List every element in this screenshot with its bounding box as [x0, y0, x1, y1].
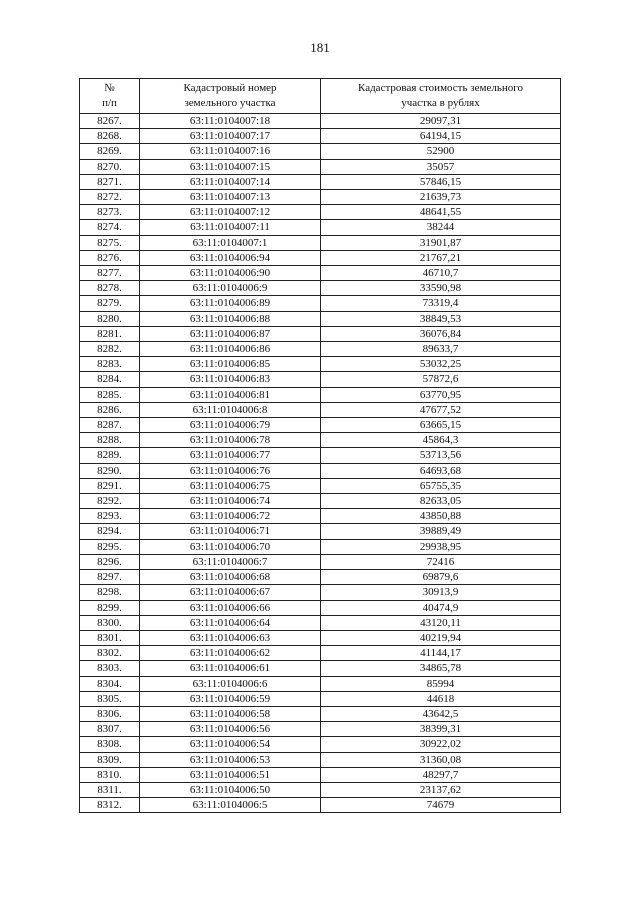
header-cadastral-number — [140, 79, 321, 114]
cell-cadastral-number: 63:11:0104006:53 — [140, 752, 321, 767]
table-row — [80, 661, 561, 676]
cell-cadastral-number: 63:11:0104006:72 — [140, 509, 321, 524]
cell-cadastral-number: 63:11:0104007:15 — [140, 159, 321, 174]
cell-cadastral-value: 74679 — [321, 798, 561, 813]
table-row — [80, 767, 561, 782]
cell-cadastral-value: 35057 — [321, 159, 561, 174]
header-row-number-line2: п/п — [102, 97, 117, 109]
cell-row-number: 8284. — [80, 372, 140, 387]
table-row — [80, 509, 561, 524]
table-row — [80, 798, 561, 813]
cell-cadastral-number: 63:11:0104006:77 — [140, 448, 321, 463]
cell-cadastral-number: 63:11:0104006:7 — [140, 554, 321, 569]
header-row-number — [80, 79, 140, 114]
cell-cadastral-value: 89633,7 — [321, 342, 561, 357]
cell-cadastral-number: 63:11:0104006:62 — [140, 646, 321, 661]
cell-cadastral-value: 43850,88 — [321, 509, 561, 524]
cell-row-number: 8267. — [80, 114, 140, 129]
cell-cadastral-value: 64194,15 — [321, 129, 561, 144]
cell-row-number: 8300. — [80, 615, 140, 630]
table-row — [80, 281, 561, 296]
cell-cadastral-number: 63:11:0104006:74 — [140, 494, 321, 509]
cell-cadastral-value: 48297,7 — [321, 767, 561, 782]
cell-row-number: 8273. — [80, 205, 140, 220]
cell-cadastral-value: 38849,53 — [321, 311, 561, 326]
page-number: 181 — [310, 40, 330, 55]
table-row — [80, 174, 561, 189]
cell-cadastral-value: 23137,62 — [321, 782, 561, 797]
cell-row-number: 8281. — [80, 326, 140, 341]
table-row — [80, 220, 561, 235]
cell-cadastral-number: 63:11:0104006:75 — [140, 478, 321, 493]
cell-cadastral-value: 38244 — [321, 220, 561, 235]
cell-row-number: 8288. — [80, 433, 140, 448]
table-row — [80, 387, 561, 402]
cell-cadastral-number: 63:11:0104007:18 — [140, 114, 321, 129]
cell-cadastral-number: 63:11:0104006:58 — [140, 706, 321, 721]
cell-cadastral-number: 63:11:0104006:81 — [140, 387, 321, 402]
cell-row-number: 8294. — [80, 524, 140, 539]
cell-cadastral-value: 45864,3 — [321, 433, 561, 448]
cell-cadastral-number: 63:11:0104006:85 — [140, 357, 321, 372]
cell-row-number: 8310. — [80, 767, 140, 782]
table-row — [80, 402, 561, 417]
table-row — [80, 357, 561, 372]
cell-row-number: 8269. — [80, 144, 140, 159]
cell-cadastral-value: 43120,11 — [321, 615, 561, 630]
table-row — [80, 114, 561, 129]
cell-cadastral-number: 63:11:0104007:16 — [140, 144, 321, 159]
table-row — [80, 448, 561, 463]
table-row — [80, 554, 561, 569]
cell-cadastral-number: 63:11:0104006:94 — [140, 250, 321, 265]
cell-row-number: 8290. — [80, 463, 140, 478]
table-row — [80, 372, 561, 387]
cell-cadastral-value: 31360,08 — [321, 752, 561, 767]
cell-row-number: 8276. — [80, 250, 140, 265]
table-row — [80, 159, 561, 174]
header-row-number-line1: № — [104, 82, 115, 94]
cell-cadastral-number: 63:11:0104006:63 — [140, 630, 321, 645]
table-row — [80, 129, 561, 144]
table-row — [80, 433, 561, 448]
cadastral-value-table — [79, 78, 561, 813]
cell-row-number: 8305. — [80, 691, 140, 706]
table-row — [80, 144, 561, 159]
cell-cadastral-number: 63:11:0104007:17 — [140, 129, 321, 144]
cell-cadastral-value: 43642,5 — [321, 706, 561, 721]
cell-row-number: 8285. — [80, 387, 140, 402]
cell-cadastral-value: 40474,9 — [321, 600, 561, 615]
cell-row-number: 8298. — [80, 585, 140, 600]
table-row — [80, 266, 561, 281]
cell-cadastral-value: 29097,31 — [321, 114, 561, 129]
cell-row-number: 8308. — [80, 737, 140, 752]
cell-cadastral-number: 63:11:0104006:67 — [140, 585, 321, 600]
cell-cadastral-value: 46710,7 — [321, 266, 561, 281]
cell-cadastral-value: 21767,21 — [321, 250, 561, 265]
table-row — [80, 326, 561, 341]
cell-cadastral-value: 36076,84 — [321, 326, 561, 341]
cell-cadastral-value: 57846,15 — [321, 174, 561, 189]
header-cadastral-value-line1: Кадастровая стоимость земельного — [358, 82, 523, 94]
cell-row-number: 8280. — [80, 311, 140, 326]
cell-row-number: 8282. — [80, 342, 140, 357]
table-header — [80, 79, 561, 114]
header-row — [80, 79, 561, 114]
table-row — [80, 463, 561, 478]
cell-row-number: 8272. — [80, 190, 140, 205]
table-row — [80, 600, 561, 615]
cell-row-number: 8287. — [80, 418, 140, 433]
cell-row-number: 8303. — [80, 661, 140, 676]
cell-cadastral-value: 69879,6 — [321, 570, 561, 585]
table-row — [80, 235, 561, 250]
cell-cadastral-value: 85994 — [321, 676, 561, 691]
cell-row-number: 8289. — [80, 448, 140, 463]
table-row — [80, 524, 561, 539]
cell-row-number: 8311. — [80, 782, 140, 797]
cell-row-number: 8270. — [80, 159, 140, 174]
cell-cadastral-value: 34865,78 — [321, 661, 561, 676]
cell-cadastral-value: 52900 — [321, 144, 561, 159]
table-row — [80, 782, 561, 797]
cell-cadastral-value: 65755,35 — [321, 478, 561, 493]
cell-cadastral-number: 63:11:0104006:51 — [140, 767, 321, 782]
header-cadastral-number-line2: земельного участка — [184, 97, 276, 109]
table-row — [80, 615, 561, 630]
table-row — [80, 418, 561, 433]
cell-cadastral-value: 30913,9 — [321, 585, 561, 600]
table-row — [80, 205, 561, 220]
cell-row-number: 8309. — [80, 752, 140, 767]
cell-cadastral-number: 63:11:0104006:56 — [140, 722, 321, 737]
cell-cadastral-value: 53713,56 — [321, 448, 561, 463]
cell-cadastral-number: 63:11:0104007:1 — [140, 235, 321, 250]
cell-cadastral-number: 63:11:0104006:50 — [140, 782, 321, 797]
cell-cadastral-number: 63:11:0104007:11 — [140, 220, 321, 235]
cell-row-number: 8268. — [80, 129, 140, 144]
cell-cadastral-value: 29938,95 — [321, 539, 561, 554]
cell-cadastral-number: 63:11:0104006:59 — [140, 691, 321, 706]
cell-cadastral-value: 30922,02 — [321, 737, 561, 752]
cell-cadastral-value: 40219,94 — [321, 630, 561, 645]
table-row — [80, 630, 561, 645]
table-body — [80, 114, 561, 813]
cell-row-number: 8274. — [80, 220, 140, 235]
cell-row-number: 8301. — [80, 630, 140, 645]
cell-cadastral-value: 38399,31 — [321, 722, 561, 737]
cell-cadastral-number: 63:11:0104006:79 — [140, 418, 321, 433]
table-row — [80, 646, 561, 661]
cell-row-number: 8312. — [80, 798, 140, 813]
cell-row-number: 8302. — [80, 646, 140, 661]
cell-row-number: 8296. — [80, 554, 140, 569]
cell-row-number: 8293. — [80, 509, 140, 524]
cell-row-number: 8304. — [80, 676, 140, 691]
table-row — [80, 737, 561, 752]
cell-cadastral-number: 63:11:0104006:5 — [140, 798, 321, 813]
table-row — [80, 250, 561, 265]
cell-cadastral-number: 63:11:0104006:64 — [140, 615, 321, 630]
table-row — [80, 570, 561, 585]
table-row — [80, 494, 561, 509]
cell-row-number: 8286. — [80, 402, 140, 417]
cell-cadastral-value: 44618 — [321, 691, 561, 706]
cell-cadastral-number: 63:11:0104006:76 — [140, 463, 321, 478]
cell-cadastral-number: 63:11:0104006:68 — [140, 570, 321, 585]
cell-row-number: 8306. — [80, 706, 140, 721]
cell-row-number: 8283. — [80, 357, 140, 372]
cell-cadastral-value: 82633,05 — [321, 494, 561, 509]
cell-cadastral-value: 72416 — [321, 554, 561, 569]
cell-row-number: 8297. — [80, 570, 140, 585]
cell-cadastral-number: 63:11:0104007:14 — [140, 174, 321, 189]
cell-cadastral-number: 63:11:0104006:89 — [140, 296, 321, 311]
cell-cadastral-number: 63:11:0104006:86 — [140, 342, 321, 357]
cell-cadastral-number: 63:11:0104006:88 — [140, 311, 321, 326]
table-row — [80, 311, 561, 326]
cell-cadastral-number: 63:11:0104006:83 — [140, 372, 321, 387]
table-row — [80, 478, 561, 493]
cell-cadastral-value: 33590,98 — [321, 281, 561, 296]
cell-cadastral-value: 73319,4 — [321, 296, 561, 311]
cell-cadastral-value: 47677,52 — [321, 402, 561, 417]
cell-cadastral-value: 21639,73 — [321, 190, 561, 205]
cell-cadastral-number: 63:11:0104006:66 — [140, 600, 321, 615]
table-row — [80, 706, 561, 721]
cell-row-number: 8292. — [80, 494, 140, 509]
cell-row-number: 8277. — [80, 266, 140, 281]
cell-cadastral-number: 63:11:0104006:8 — [140, 402, 321, 417]
cell-cadastral-number: 63:11:0104006:78 — [140, 433, 321, 448]
table-row — [80, 342, 561, 357]
cell-cadastral-number: 63:11:0104006:54 — [140, 737, 321, 752]
cell-cadastral-value: 39889,49 — [321, 524, 561, 539]
cell-cadastral-value: 57872,6 — [321, 372, 561, 387]
table-row — [80, 190, 561, 205]
cell-row-number: 8278. — [80, 281, 140, 296]
cell-cadastral-number: 63:11:0104006:87 — [140, 326, 321, 341]
cell-row-number: 8291. — [80, 478, 140, 493]
cell-cadastral-number: 63:11:0104006:61 — [140, 661, 321, 676]
cell-cadastral-value: 63770,95 — [321, 387, 561, 402]
cell-row-number: 8271. — [80, 174, 140, 189]
cell-cadastral-value: 64693,68 — [321, 463, 561, 478]
cell-cadastral-number: 63:11:0104006:9 — [140, 281, 321, 296]
cell-row-number: 8295. — [80, 539, 140, 554]
cell-row-number: 8279. — [80, 296, 140, 311]
cell-cadastral-value: 31901,87 — [321, 235, 561, 250]
cell-row-number: 8307. — [80, 722, 140, 737]
table-row — [80, 585, 561, 600]
table-row — [80, 676, 561, 691]
header-cadastral-value — [321, 79, 561, 114]
cell-cadastral-value: 48641,55 — [321, 205, 561, 220]
cell-cadastral-number: 63:11:0104006:70 — [140, 539, 321, 554]
cell-cadastral-number: 63:11:0104006:90 — [140, 266, 321, 281]
header-cadastral-value-line2: участка в рублях — [401, 97, 480, 109]
cell-cadastral-value: 53032,25 — [321, 357, 561, 372]
header-cadastral-number-line1: Кадастровый номер — [183, 82, 277, 94]
table-row — [80, 539, 561, 554]
cell-cadastral-number: 63:11:0104006:6 — [140, 676, 321, 691]
table-row — [80, 296, 561, 311]
table-row — [80, 722, 561, 737]
cell-row-number: 8275. — [80, 235, 140, 250]
cell-row-number: 8299. — [80, 600, 140, 615]
cell-cadastral-number: 63:11:0104007:12 — [140, 205, 321, 220]
cell-cadastral-number: 63:11:0104007:13 — [140, 190, 321, 205]
table-row — [80, 691, 561, 706]
cell-cadastral-value: 41144,17 — [321, 646, 561, 661]
cell-cadastral-number: 63:11:0104006:71 — [140, 524, 321, 539]
cell-cadastral-value: 63665,15 — [321, 418, 561, 433]
table-row — [80, 752, 561, 767]
